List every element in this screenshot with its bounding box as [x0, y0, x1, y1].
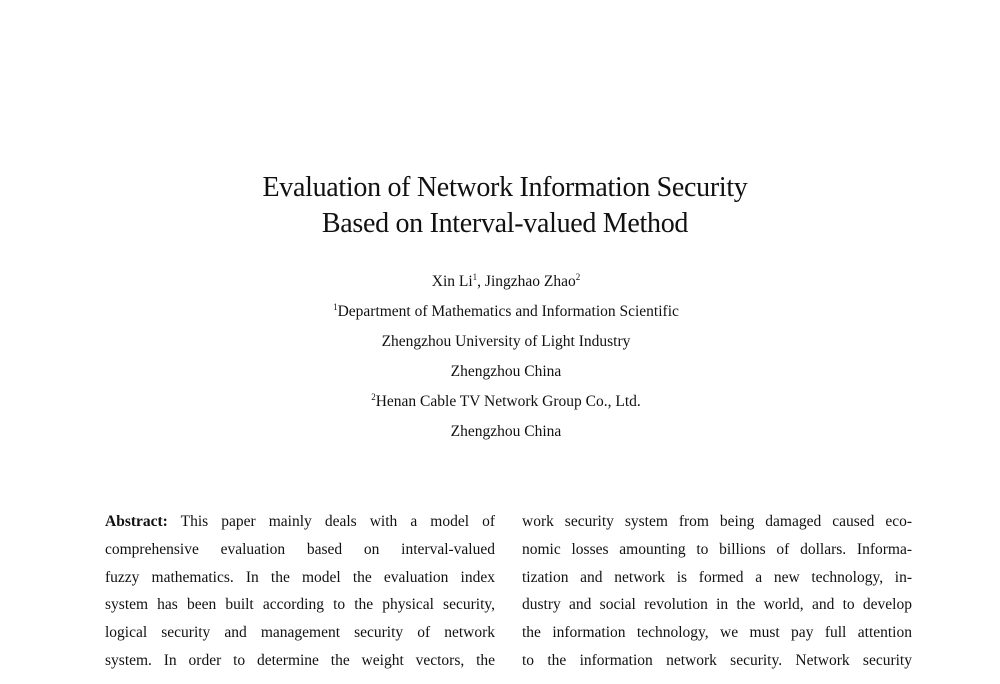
abstract-line: system. In order to determine the weight vectors, the [105, 651, 495, 669]
abstract-line: fuzzy mathematics. In the model the evaluation index [105, 568, 495, 586]
abstract-label: Abstract: [105, 513, 168, 530]
affiliation-2-city: Zhengzhou China [450, 423, 562, 440]
affiliation-1-department [0, 302, 1000, 322]
affiliation-1-mark: 1 [333, 301, 338, 312]
authors-line [0, 272, 1000, 292]
body-line: tization and network is formed a new technology, in- [522, 568, 912, 586]
body-line: work security system from being damaged caused eco- [522, 513, 912, 530]
body-line: dustry and social revolution in the world, and to develop [522, 596, 912, 614]
author-separator: , [477, 273, 485, 290]
body-line: the information technology, we must pay full attention [522, 624, 912, 642]
affiliation-1-university: Zhengzhou University of Light Industry [381, 333, 631, 350]
abstract-line [105, 508, 495, 536]
affiliation-2-organization [0, 392, 1000, 412]
body-line: to the information network security. Network security [522, 651, 912, 669]
abstract-column-left [105, 508, 495, 675]
abstract-line: comprehensive evaluation based on interval-valued [105, 540, 495, 558]
paper-title-line-2: Based on Interval-valued Method [321, 208, 689, 239]
abstract-line: logical security and management security of network [105, 624, 495, 642]
author-2-affiliation-mark: 2 [575, 271, 581, 282]
paper-title-line-1: Evaluation of Network Information Security [262, 172, 748, 203]
affiliation-1-city: Zhengzhou China [450, 363, 562, 380]
body-column-right [522, 508, 912, 675]
author-1-affiliation-mark: 1 [472, 271, 478, 282]
abstract-line: system has been built according to the physical security, [105, 596, 495, 614]
author-2: Jingzhao Zhao [484, 273, 576, 290]
affiliation-2-mark: 2 [371, 391, 376, 402]
affiliation-2-organization-text: Henan Cable TV Network Group Co., Ltd. [375, 393, 641, 410]
body-line: nomic losses amounting to billions of dollars. Informa- [522, 540, 912, 558]
abstract-line-text: This paper mainly deals with a model of [167, 513, 495, 530]
affiliation-1-department-text: Department of Mathematics and Information Scientific [337, 303, 679, 320]
author-1: Xin Li [431, 273, 473, 290]
